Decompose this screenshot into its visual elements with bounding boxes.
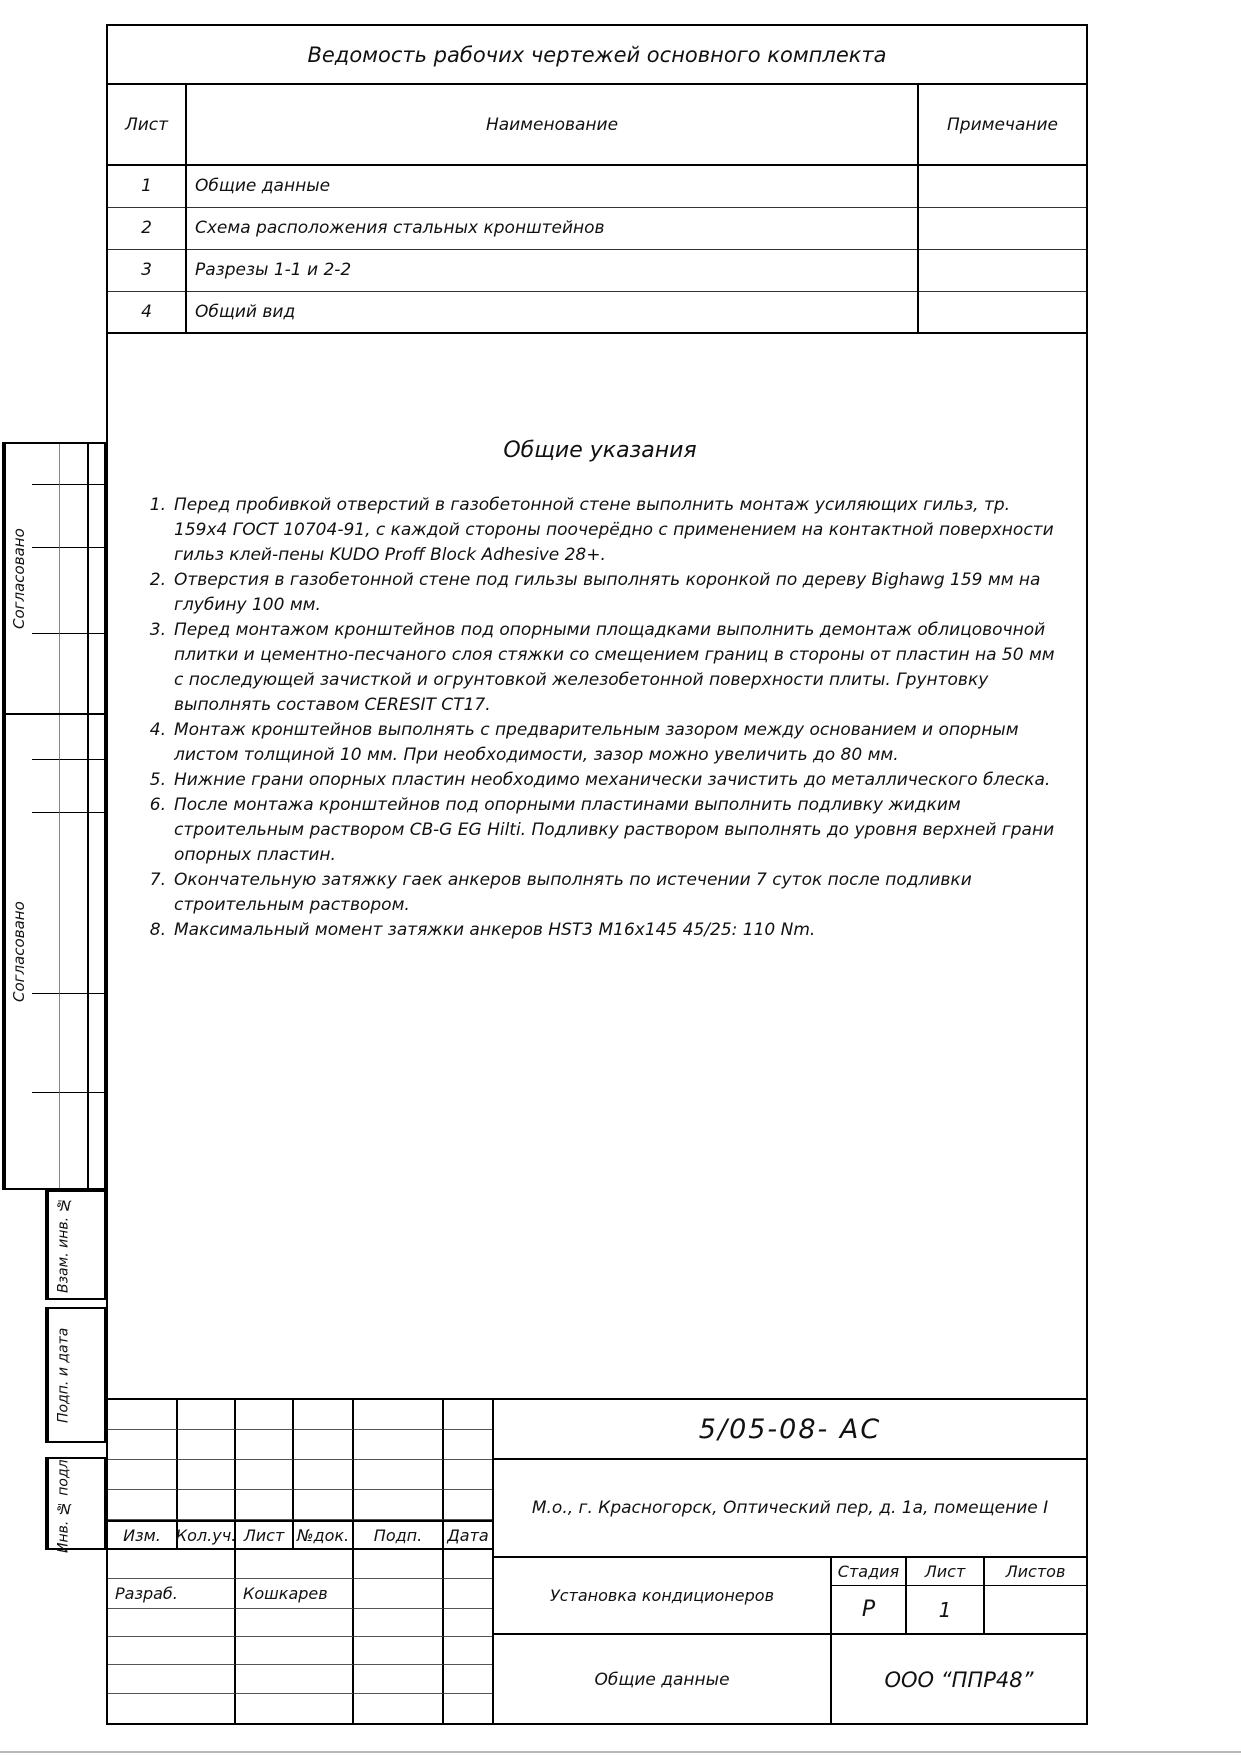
sheet-edge-line: [0, 1751, 1241, 1753]
list-item: [142, 568, 1058, 618]
stamp-cell: [89, 485, 104, 548]
revision-cell: [108, 1490, 178, 1520]
col-koluch: Кол.уч.: [178, 1522, 236, 1548]
note-number: 1.: [149, 495, 166, 515]
podp-data-stamp: [45, 1307, 106, 1443]
note-text: Нижние грани опорных пластин необходимо механически зачистить до металлического блеска.: [174, 770, 1051, 790]
sheet-number: 1: [108, 165, 186, 207]
note-number: 7.: [149, 870, 166, 890]
signature-cell: [236, 1694, 354, 1725]
register-col-note: Примечание: [947, 114, 1058, 135]
sheet-name: Схема расположения стальных кронштейнов: [186, 207, 918, 249]
sheet-number-value: 1: [905, 1586, 983, 1635]
sheets-total-value: [983, 1586, 1086, 1635]
agreed-label: Согласовано: [4, 715, 32, 1188]
note-number: 4.: [149, 720, 166, 740]
signature-cell: [108, 1550, 236, 1579]
signature-cell: [444, 1665, 492, 1694]
stamp-cell: [89, 760, 104, 813]
sheet-number: 3: [108, 249, 186, 291]
list-item: [142, 618, 1058, 718]
agreement-stamp-2: [2, 713, 106, 1190]
agreement-grid: [32, 444, 104, 713]
document-number: 5/05-08- АС: [492, 1400, 1086, 1460]
revision-cell: [444, 1460, 492, 1490]
signature-cell: [354, 1579, 444, 1609]
stamp-cell: [32, 485, 60, 548]
revision-cell: [444, 1490, 492, 1520]
revision-grid: [108, 1400, 492, 1520]
signature-cell: [108, 1694, 236, 1725]
sheet-note: [918, 207, 1086, 249]
signature-cell: [354, 1550, 444, 1579]
inv-podl-label: Инв. № подл.: [47, 1459, 78, 1548]
list-item: [142, 768, 1058, 793]
signature-cell: [236, 1550, 354, 1579]
stamp-cell: [89, 1093, 104, 1188]
stamp-cell: [32, 715, 60, 760]
note-number: 2.: [149, 570, 166, 590]
note-text: Отверстия в газобетонной стене под гильзы выполнять коронкой по дереву Bighawg 159 мм на глубину 100 мм.: [174, 570, 1041, 615]
stage-label: Стадия: [830, 1558, 905, 1586]
podp-data-label: Подп. и дата: [47, 1309, 78, 1441]
register-title: Ведомость рабочих чертежей основного комплекта: [108, 26, 1086, 85]
signature-cell: [444, 1694, 492, 1725]
revision-cell: [236, 1490, 294, 1520]
sheet-name: Разрезы 1-1 и 2-2: [186, 249, 918, 291]
revision-cell: [178, 1460, 236, 1490]
signature-cell: [444, 1637, 492, 1665]
stamp-cell: [60, 760, 89, 813]
col-izm: Изм.: [108, 1522, 178, 1548]
sheet-note: [918, 165, 1086, 207]
revision-cell: [236, 1400, 294, 1430]
razrab-name: Кошкарев: [236, 1579, 354, 1609]
stamp-cell: [60, 715, 89, 760]
signature-cell: [108, 1609, 236, 1637]
stamp-cell: [89, 994, 104, 1093]
revision-cell: [236, 1460, 294, 1490]
vzam-inv-label: Взам. инв. №: [47, 1192, 78, 1298]
note-text: Перед монтажом кронштейнов под опорными площадками выполнить демонтаж облицовочной плитки и цементно-песчаного слоя стяжки со смещением границ в стороны от пластин на 50 мм с последующей зачисткой и огрунтовкой железобетонной поверхности плиты. Грунтовку выполнять составом CERESIT СТ17.: [174, 620, 1055, 715]
note-number: 8.: [149, 920, 166, 940]
sheet-number: 4: [108, 291, 186, 333]
revision-cell: [108, 1460, 178, 1490]
signature-cell: [444, 1609, 492, 1637]
signature-cell: [108, 1637, 236, 1665]
vzam-inv-stamp: [45, 1190, 106, 1300]
note-text: Перед пробивкой отверстий в газобетонной стене выполнить монтаж усиляющих гильз, тр. 159х4 ГОСТ 10704-91, с каждой стороны поочерёдно с применением на контактной поверхности гильз клей-пены KUDO Proff Block Adhesive 28+.: [174, 495, 1054, 565]
signature-cell: [354, 1694, 444, 1725]
stamp-cell: [60, 444, 89, 485]
list-item: [142, 793, 1058, 868]
sheet-note: [918, 291, 1086, 333]
table-row: [108, 165, 1086, 207]
list-item: [142, 493, 1058, 568]
table-row: [108, 291, 1086, 333]
sheet-label: Лист: [905, 1558, 983, 1586]
stamp-cell: [32, 1093, 60, 1188]
sheet-name: Общие данные: [186, 165, 918, 207]
signature-cell: [354, 1665, 444, 1694]
table-row: [108, 207, 1086, 249]
stamp-cell: [89, 715, 104, 760]
razrab-label: Разраб.: [108, 1579, 236, 1609]
stamp-cell: [60, 548, 89, 634]
stamp-cell: [89, 813, 104, 994]
project-title: Установка кондиционеров: [492, 1558, 830, 1635]
col-podp: Подп.: [354, 1522, 444, 1548]
stamp-cell: [60, 994, 89, 1093]
list-item: [142, 868, 1058, 918]
revision-cell: [294, 1430, 354, 1460]
signature-cell: [236, 1609, 354, 1637]
stamp-cell: [32, 444, 60, 485]
signature-cell: [444, 1579, 492, 1609]
agreement-grid: [32, 715, 104, 1188]
table-row: [108, 249, 1086, 291]
signature-grid: [108, 1550, 492, 1725]
signature-cell: [108, 1665, 236, 1694]
revision-cell: [354, 1490, 444, 1520]
signature-cell: [236, 1637, 354, 1665]
signature-cell: [236, 1665, 354, 1694]
agreement-stamp-1: [2, 442, 106, 715]
revision-header-row: [108, 1520, 492, 1550]
organization-name: ООО “ППР48”: [830, 1635, 1086, 1725]
sheet-name: Общий вид: [186, 291, 918, 333]
stamp-cell: [32, 813, 60, 994]
list-item: [142, 918, 1058, 943]
revision-cell: [108, 1400, 178, 1430]
stamp-cell: [60, 1093, 89, 1188]
agreed-label: Согласовано: [4, 444, 32, 713]
stamp-cell: [60, 813, 89, 994]
title-block: [108, 1398, 1086, 1723]
revision-cell: [354, 1430, 444, 1460]
revision-cell: [178, 1400, 236, 1430]
stamp-cell: [32, 548, 60, 634]
general-notes-title: Общие указания: [503, 438, 697, 463]
sheet-register-table: [108, 85, 1086, 334]
stamp-cell: [60, 485, 89, 548]
revision-cell: [294, 1400, 354, 1430]
stamp-cell: [32, 994, 60, 1093]
revision-cell: [108, 1430, 178, 1460]
sheets-label: Листов: [983, 1558, 1086, 1586]
note-text: Окончательную затяжку гаек анкеров выполнять по истечении 7 суток после подливки строительным раствором.: [174, 870, 972, 915]
col-ndok: №док.: [294, 1522, 354, 1548]
revision-cell: [354, 1400, 444, 1430]
stamp-cell: [89, 548, 104, 634]
revision-cell: [178, 1430, 236, 1460]
note-number: 5.: [149, 770, 166, 790]
register-header-row: [108, 85, 1086, 165]
drawing-frame: [106, 24, 1088, 1725]
revision-cell: [294, 1490, 354, 1520]
revision-cell: [444, 1430, 492, 1460]
revision-cell: [354, 1460, 444, 1490]
sheet-note: [918, 249, 1086, 291]
note-number: 6.: [149, 795, 166, 815]
stamp-cell: [89, 634, 104, 713]
col-data: Дата: [447, 1525, 489, 1545]
signature-cell: [354, 1609, 444, 1637]
object-address: М.о., г. Красногорск, Оптический пер, д. 1а, помещение I: [492, 1460, 1086, 1558]
register-col-sheet: Лист: [108, 85, 186, 165]
revision-cell: [294, 1460, 354, 1490]
inv-podl-stamp: [45, 1454, 106, 1553]
revision-cell: [444, 1400, 492, 1430]
stamp-cell: [89, 444, 104, 485]
revision-cell: [236, 1430, 294, 1460]
sheet-number: 2: [108, 207, 186, 249]
stamp-cell: [32, 760, 60, 813]
note-number: 3.: [149, 620, 166, 640]
list-item: [142, 718, 1058, 768]
stamp-cell: [60, 634, 89, 713]
register-col-name: Наименование: [186, 85, 918, 165]
signature-cell: [354, 1637, 444, 1665]
note-text: Монтаж кронштейнов выполнять с предварительным зазором между основанием и опорным листом толщиной 10 мм. При необходимости, зазор можно увеличить до 80 мм.: [174, 720, 1019, 765]
stamp-cell: [32, 634, 60, 713]
revision-cell: [178, 1490, 236, 1520]
note-text: Максимальный момент затяжки анкеров HST3 M16x145 45/25: 110 Nm.: [174, 920, 816, 940]
note-text: После монтажа кронштейнов под опорными пластинами выполнить подливку жидким строительным раствором CB-G EG Hilti. Подливку раствором выполнять до уровня верхней грани опорных пластин.: [174, 795, 1055, 865]
general-notes: [142, 438, 1058, 943]
sheet-title: Общие данные: [492, 1635, 830, 1725]
signature-cell: [444, 1550, 492, 1579]
stage-value: Р: [830, 1586, 905, 1635]
col-list: Лист: [236, 1522, 294, 1548]
